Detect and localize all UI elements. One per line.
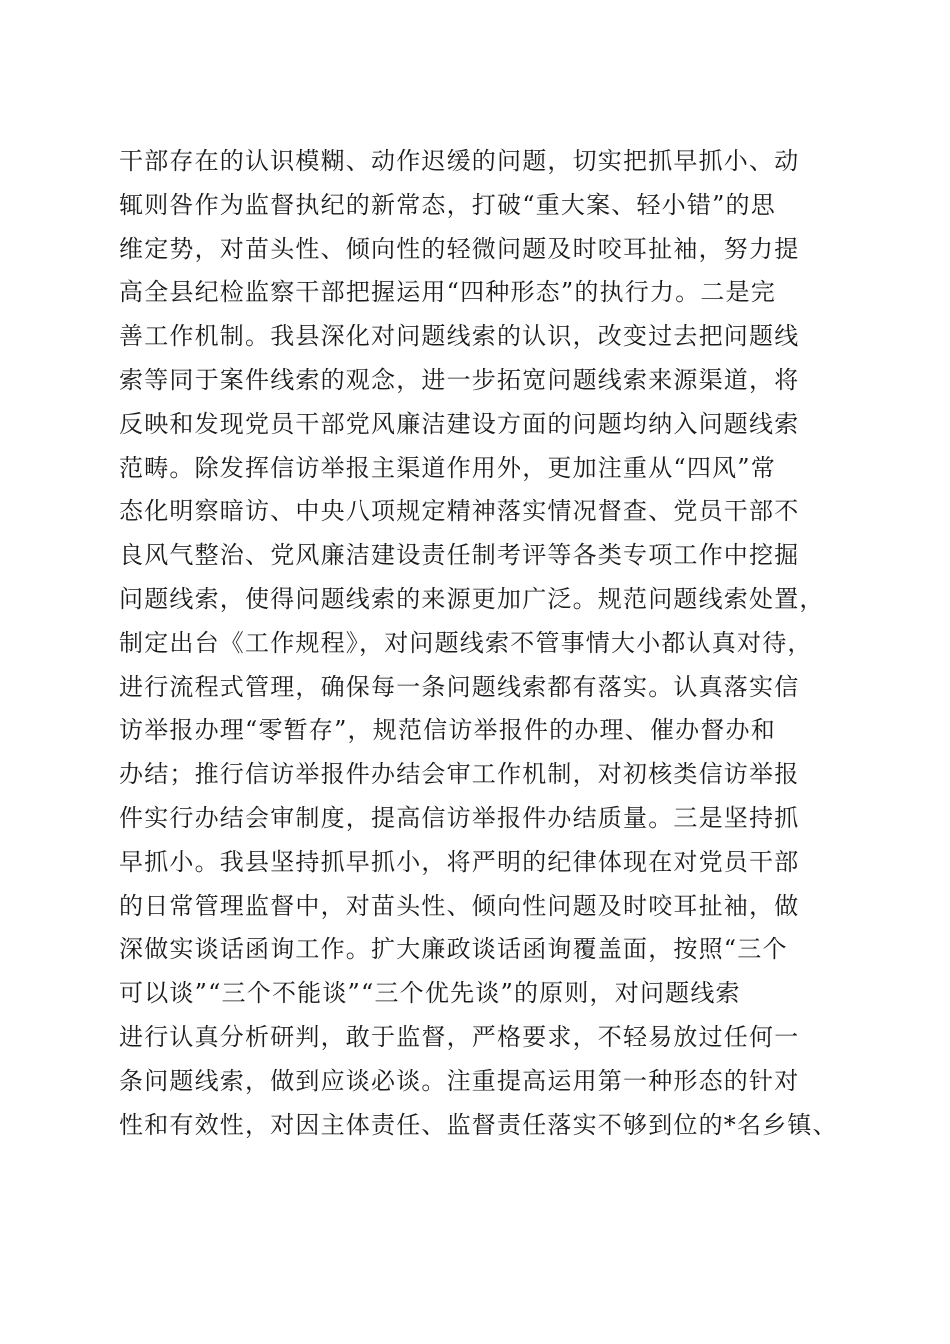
text-line: 的日常管理监督中，对苗头性、倾向性问题及时咬耳扯袖，做 <box>119 891 800 920</box>
text-line: 进行流程式管理，确保每一条问题线索都有落实。认真落实信 <box>119 672 800 701</box>
text-line: 维定势，对苗头性、倾向性的轻微问题及时咬耳扯袖，努力提 <box>119 234 800 263</box>
text-line: 良风气整治、党风廉洁建设责任制考评等各类专项工作中挖掘 <box>119 541 800 570</box>
body-paragraph <box>119 140 838 1147</box>
text-line: 可以谈”“三个不能谈”“三个优先谈”的原则，对问题线索 <box>119 979 741 1008</box>
text-line: 善工作机制。我县深化对问题线索的认识，改变过去把问题线 <box>119 322 800 351</box>
text-line: 态化明察暗访、中央八项规定精神落实情况督查、党员干部不 <box>119 497 800 526</box>
text-line: 问题线索，使得问题线索的来源更加广泛。规范问题线索处置， <box>119 584 825 613</box>
text-line: 件实行办结会审制度，提高信访举报件办结质量。三是坚持抓 <box>119 803 800 832</box>
text-line: 深做实谈话函询工作。扩大廉政谈话函询覆盖面，按照“三个 <box>119 935 788 964</box>
text-line: 制定出台《工作规程》，对问题线索不管事情大小都认真对待， <box>119 628 813 657</box>
text-line: 访举报办理“零暂存”，规范信访举报件的办理、催办督办和 <box>119 716 776 745</box>
text-line: 索等同于案件线索的观念，进一步拓宽问题线索来源渠道，将 <box>119 365 800 394</box>
text-line: 条问题线索，做到应谈必谈。注重提高运用第一种形态的针对 <box>119 1066 800 1095</box>
text-line: 反映和发现党员干部党风廉洁建设方面的问题均纳入问题线索 <box>119 409 800 438</box>
text-line: 高全县纪检监察干部把握运用“四种形态”的执行力。二是完 <box>119 278 776 307</box>
text-line: 性和有效性，对因主体责任、监督责任落实不够到位的*名乡镇、 <box>119 1110 838 1139</box>
text-line: 早抓小。我县坚持抓早抓小，将严明的纪律体现在对党员干部 <box>119 847 800 876</box>
text-line: 范畴。除发挥信访举报主渠道作用外，更加注重从“四风”常 <box>119 453 776 482</box>
text-line: 办结；推行信访举报件办结会审工作机制，对初核类信访举报 <box>119 760 800 789</box>
text-line: 辄则咎作为监督执纪的新常态，打破“重大案、轻小错”的思 <box>119 190 776 219</box>
text-line: 干部存在的认识模糊、动作迟缓的问题，切实把抓早抓小、动 <box>119 147 800 175</box>
text-line: 进行认真分析研判，敢于监督，严格要求，不轻易放过任何一 <box>119 1022 800 1051</box>
